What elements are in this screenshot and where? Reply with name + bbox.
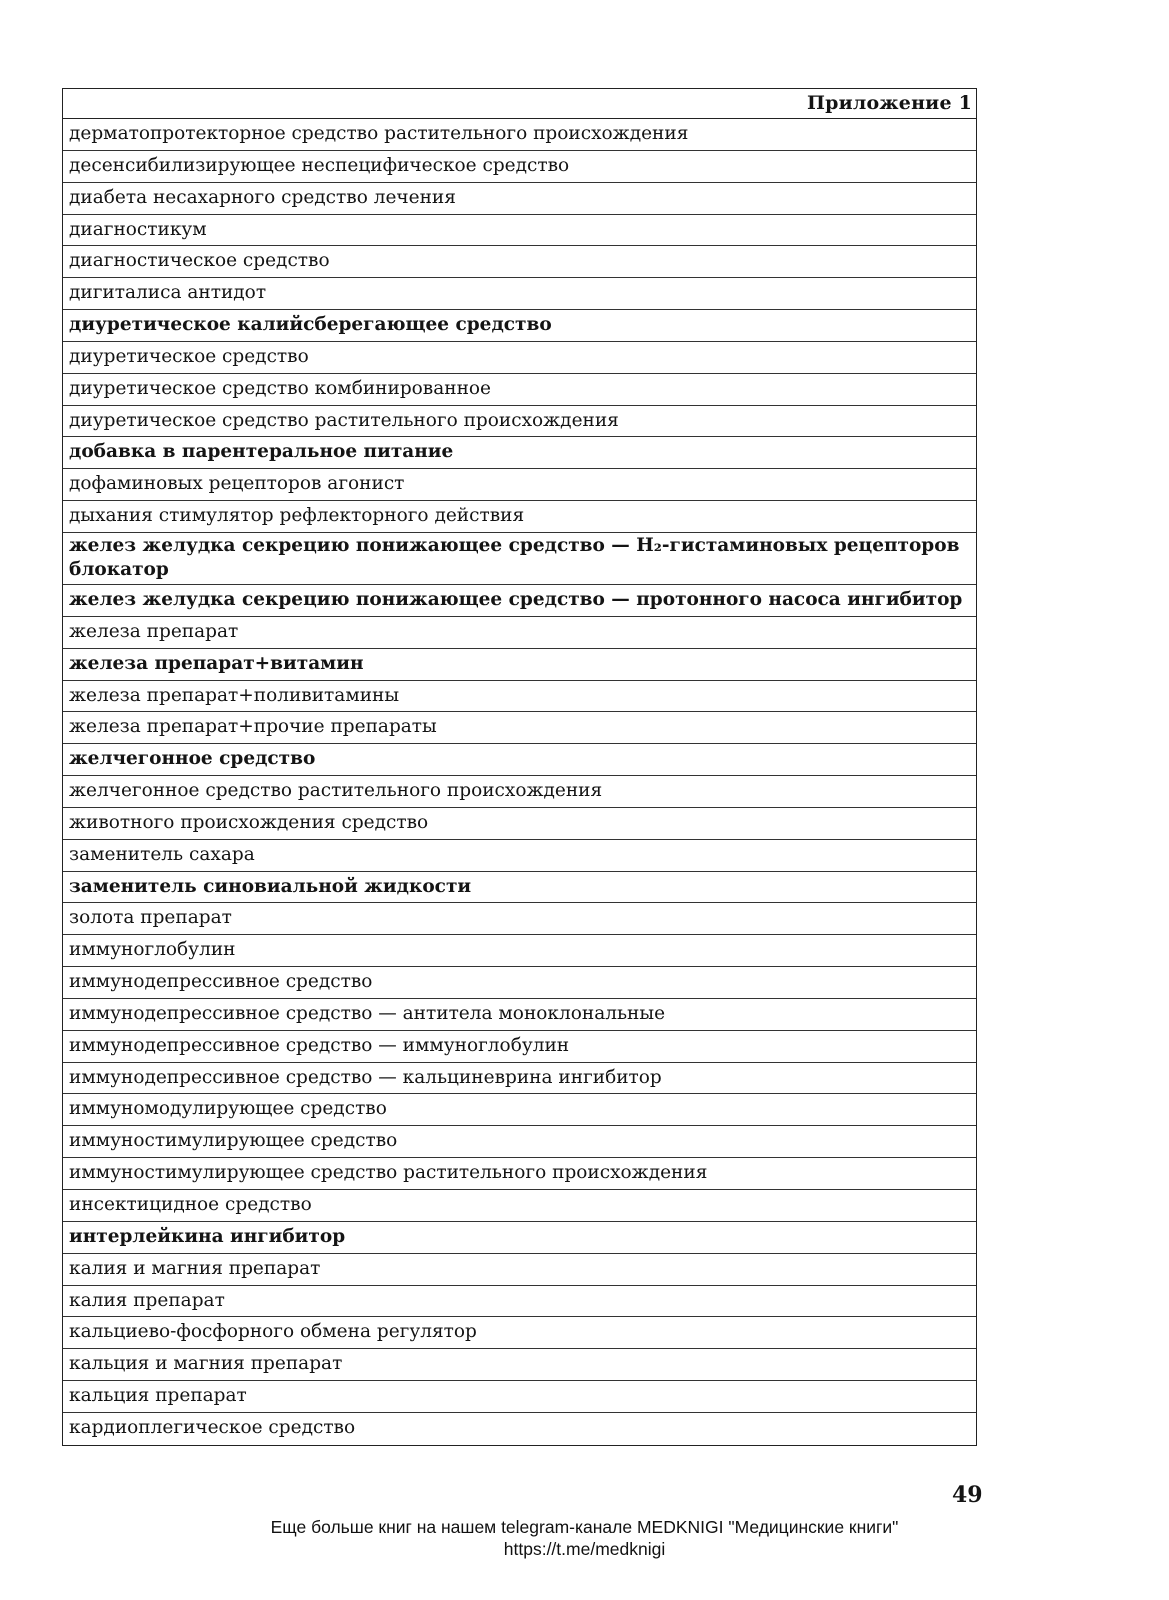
table-row: дерматопротекторное средство растительного происхождения: [63, 119, 976, 151]
table-row: дофаминовых рецепторов агонист: [63, 469, 976, 501]
table-row: иммунодепрессивное средство — кальциневрина ингибитор: [63, 1063, 976, 1095]
footer: [0, 1516, 1169, 1560]
table-row: заменитель синовиальной жидкости: [63, 872, 976, 904]
table-row: железа препарат+поливитамины: [63, 681, 976, 713]
table-row: железа препарат+витамин: [63, 649, 976, 681]
appendix-heading: Приложение 1: [63, 89, 976, 119]
table-row: диуретическое калийсберегающее средство: [63, 310, 976, 342]
table-row: инсектицидное средство: [63, 1190, 976, 1222]
table-row: кальциево-фосфорного обмена регулятор: [63, 1317, 976, 1349]
footer-link[interactable]: https://t.me/medknigi: [503, 1539, 666, 1559]
table-row: желчегонное средство: [63, 744, 976, 776]
table-row: иммуноглобулин: [63, 935, 976, 967]
table-row: желчегонное средство растительного происхождения: [63, 776, 976, 808]
table-rows: [63, 119, 976, 1445]
table-row: кальция препарат: [63, 1381, 976, 1413]
table-row: иммуностимулирующее средство: [63, 1126, 976, 1158]
table-row: иммунодепрессивное средство: [63, 967, 976, 999]
footer-promo-text: Еще больше книг на нашем telegram-канале MEDKNIGI "Медицинские книги": [270, 1517, 899, 1537]
table-row: железа препарат: [63, 617, 976, 649]
table-row: желез желудка секрецию понижающее средство — протонного насоса ингибитор: [63, 585, 976, 617]
table-row: иммуномодулирующее средство: [63, 1094, 976, 1126]
table-row: дигиталиса антидот: [63, 278, 976, 310]
appendix-table: [62, 88, 977, 1446]
table-row: интерлейкина ингибитор: [63, 1222, 976, 1254]
table-row: диабета несахарного средство лечения: [63, 183, 976, 215]
table-row: калия и магния препарат: [63, 1254, 976, 1286]
table-row: диуретическое средство: [63, 342, 976, 374]
table-row: кальция и магния препарат: [63, 1349, 976, 1381]
table-row: диуретическое средство комбинированное: [63, 374, 976, 406]
table-row: золота препарат: [63, 903, 976, 935]
table-row: добавка в парентеральное питание: [63, 437, 976, 469]
table-row: калия препарат: [63, 1286, 976, 1318]
table-row: иммунодепрессивное средство — антитела моноклональные: [63, 999, 976, 1031]
table-row: десенсибилизирующее неспецифическое средство: [63, 151, 976, 183]
table-row: дыхания стимулятор рефлекторного действия: [63, 501, 976, 533]
table-row: кардиоплегическое средство: [69, 1416, 356, 1438]
table-row: животного происхождения средство: [63, 808, 976, 840]
page-number: 49: [952, 1482, 983, 1508]
table-row: железа препарат+прочие препараты: [63, 712, 976, 744]
table-row: диагностическое средство: [63, 246, 976, 278]
table-row: диуретическое средство растительного происхождения: [63, 406, 976, 438]
table-row: диагностикум: [63, 215, 976, 247]
table-row: заменитель сахара: [63, 840, 976, 872]
table-row: иммуностимулирующее средство растительного происхождения: [63, 1158, 976, 1190]
table-row: иммунодепрессивное средство — иммуноглобулин: [63, 1031, 976, 1063]
table-row: желез желудка секрецию понижающее средство — H₂-гистаминовых рецепторов блокатор: [63, 533, 976, 585]
